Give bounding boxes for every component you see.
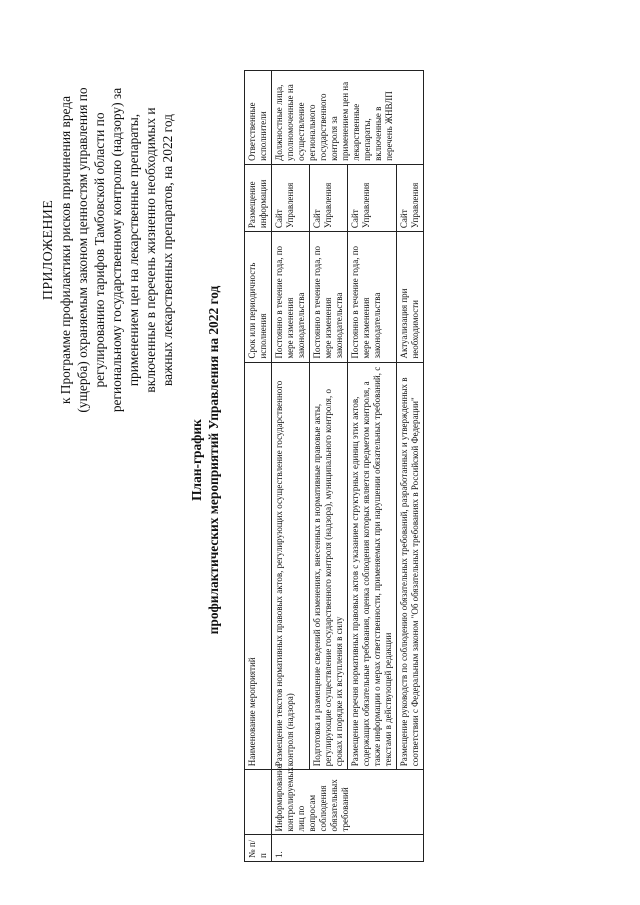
responsible-cell: Должностные лица, уполномоченные на осуществление регионального государственного контроля за применением цен на лекарственные препараты, включенные в перечень ЖНВЛП: [272, 71, 424, 165]
table-header-row: [245, 71, 272, 862]
plan-title: План-график: [189, 419, 204, 501]
measure-term: Актуализация при необходимости: [397, 232, 424, 362]
measure-name: Размещение перечня нормативных правовых актов с указанием структурных единиц этих актов, содержащих обязательные требования, оценка соблюдения которых является предметом контроля, а также информации о мерах ответственности, применяемых при нарушении обязательных требований, с текстами в действующей редакции: [348, 362, 397, 770]
measure-placement: Сайт Управления: [272, 164, 310, 231]
measure-name: Размещение руководств по соблюдению обязательных требований, разработанных и утвержденных в соответствии с Федеральным законом "Об обязательных требованиях в Российской Федерации": [397, 362, 424, 770]
plan-subtitle: профилактических мероприятий Управления на 2022 год: [206, 285, 221, 635]
table-row: [348, 71, 397, 862]
header-name: Наименование мероприятий: [245, 362, 272, 770]
annex-line: региональному государственному контролю (надзору) за: [109, 87, 124, 413]
measure-placement: Сайт Управления: [310, 164, 348, 231]
header-responsible: Ответственные исполнители: [245, 71, 272, 165]
measure-name: Размещение текстов нормативных правовых актов, регулирующих осуществление государственного контроля (надзора): [272, 362, 310, 770]
table-row: [310, 71, 348, 862]
annex-line: применением цен на лекарственные препараты,: [126, 113, 141, 387]
annex-line: регулированию тарифов Тамбовской области по: [92, 112, 107, 388]
measure-placement: Сайт Управления: [348, 164, 397, 231]
measure-term: Постоянно в течение года, по мере изменения законодательства: [348, 232, 397, 362]
header-no: № п/п: [245, 835, 272, 862]
header-placement: Размещение информации: [245, 164, 272, 231]
plan-heading: [188, 30, 222, 890]
measure-placement: Сайт Управления: [397, 164, 424, 231]
table-row: [272, 71, 310, 862]
direction-cell: Информирование контролируемых лиц по вопросам соблюдения обязательных требований: [272, 770, 424, 835]
annex-line: (ущерба) охраняемым законом ценностям управления по: [75, 87, 90, 413]
annex-line: к Программе профилактики рисков причинения вреда: [58, 95, 73, 405]
table-row: [397, 71, 424, 862]
measure-term: Постоянно в течение года, по мере изменения законодательства: [272, 232, 310, 362]
header-term: Срок или периодичность исполнения: [245, 232, 272, 362]
annex-block: [40, 50, 176, 450]
plan-table: [244, 70, 424, 862]
annex-line: включенные в перечень жизненно необходимых и: [143, 107, 158, 393]
measure-term: Постоянно в течение года, по мере изменения законодательства: [310, 232, 348, 362]
measure-name: Подготовка и размещение сведений об изменениях, внесенных в нормативные правовые акты, регулирующие осуществление государственного контроля (надзора), муниципального контроля, о сроках и порядке их вступления в силу: [310, 362, 348, 770]
annex-line: важных лекарственных препаратов, на 2022 год: [160, 114, 175, 386]
header-direction: [245, 770, 272, 835]
annex-title: ПРИЛОЖЕНИЕ: [41, 199, 56, 301]
row-number: 1.: [272, 835, 424, 862]
rotated-page: [0, 30, 640, 890]
